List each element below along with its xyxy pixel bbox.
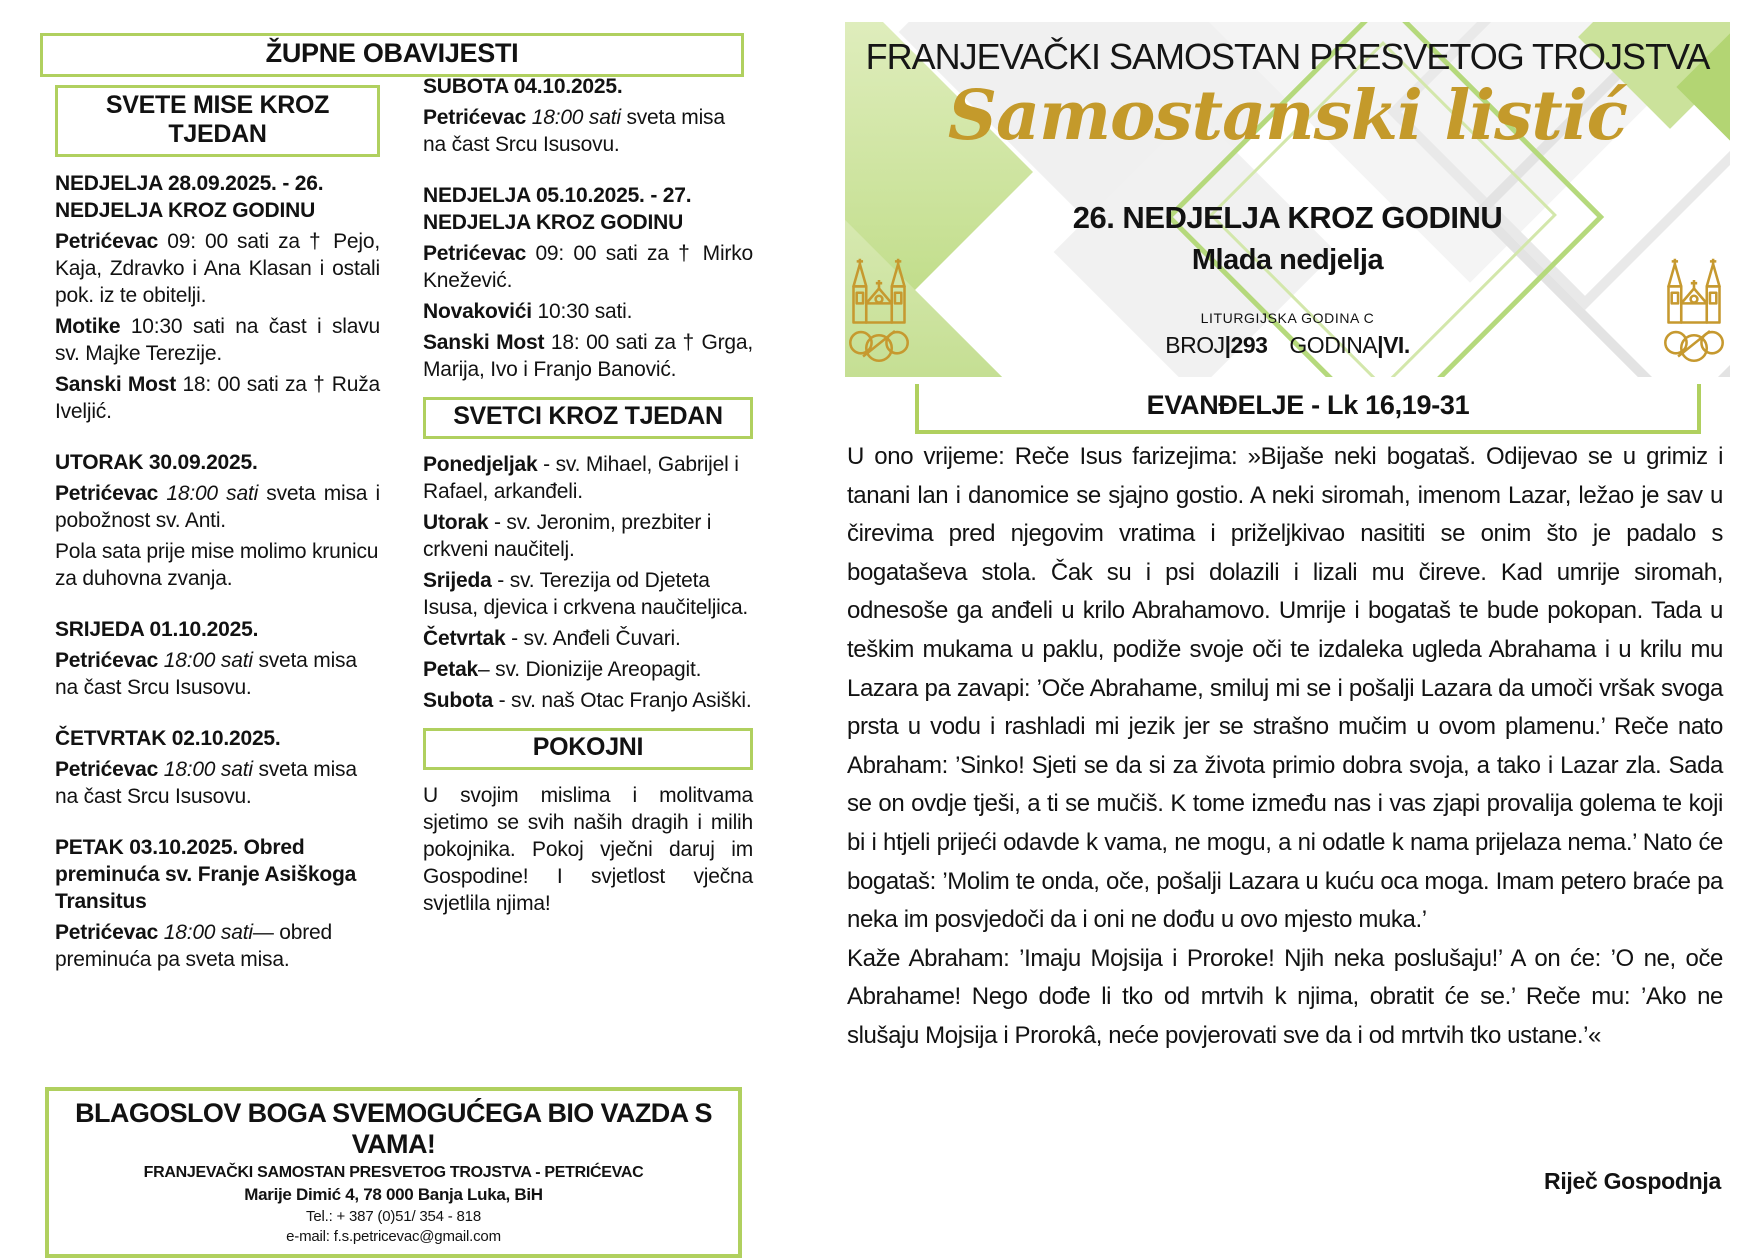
mass-schedule-paragraph — [55, 919, 380, 973]
text-run: Petrićevac — [423, 242, 527, 265]
section-title-pokojni: POKOJNI — [423, 728, 753, 770]
text-run: NEDJELJA 05.10.2025. - 27. NEDJELJA KROZ GODINU — [423, 184, 692, 234]
mass-schedule-paragraph — [55, 538, 380, 592]
text-run: ČETVRTAK 02.10.2025. — [55, 727, 281, 750]
mass-schedule-paragraph — [55, 371, 380, 425]
church-icon — [845, 258, 913, 370]
text-run: SRIJEDA 01.10.2025. — [55, 618, 259, 641]
mass-schedule-paragraph — [423, 329, 753, 383]
text-run: 09: 00 sati za † Pejo, Kaja, Zdravko i Ana Klasan i ostali pok. iz te obitelji. — [55, 230, 380, 307]
text-run: Petrićevac — [55, 758, 159, 781]
text-run: Petrićevac — [55, 649, 159, 672]
text-run: sveta misa na čast Srcu Isusovu. — [423, 106, 725, 156]
gospel-text — [847, 438, 1723, 1056]
text-run: Sanski Most — [55, 373, 177, 396]
saint-day-paragraph — [423, 509, 753, 563]
text-run: sveta misa i pobožnost sv. Anti. — [55, 482, 380, 532]
text-run: 10:30 sati na čast i slavu sv. Majke Terezije. — [55, 315, 380, 365]
gospel-title: EVANĐELJE - Lk 16,19-31 — [1146, 390, 1470, 420]
mass-schedule-paragraph — [55, 449, 380, 476]
text-run: - sv. Jeronim, prezbiter i crkveni naučitelj. — [423, 511, 712, 561]
sunday-title: 26. NEDJELJA KROZ GODINU — [1072, 200, 1503, 235]
sunday-subtitle: Mlada nedjelja — [1191, 244, 1384, 276]
closing-line: Riječ Gospodnja — [1544, 1168, 1721, 1194]
bulletin-masthead: Samostanski listić — [947, 76, 1628, 156]
text-run: 18: 00 sati za † Grga, Marija, Ivo i Franjo Banović. — [423, 331, 753, 381]
issue-broj-label: BROJ — [1165, 332, 1225, 358]
text-run: 18:00 sati — [163, 649, 253, 672]
issue-separator: | — [1377, 332, 1384, 358]
mass-schedule-paragraph — [423, 182, 753, 236]
text-run: Ponedjeljak — [423, 453, 538, 476]
footer-phone: Tel.: + 387 (0)51/ 354 - 818 — [306, 1208, 481, 1225]
church-icon — [1660, 258, 1728, 370]
text-run: PETAK 03.10.2025. Obred preminuća sv. Franje Asiškoga Transitus — [55, 836, 357, 913]
pokojni-paragraph: U svojim mislima i molitvama sjetimo se svih naših dragih i milih pokojnika. Pokoj vječni daruj im Gospodine! I svjetlost vječna svjetlila njima! — [423, 784, 753, 915]
footer-email: e-mail: f.s.petricevac@gmail.com — [286, 1228, 501, 1245]
text-run: - sv. Mihael, Gabrijel i Rafael, arkanđeli. — [423, 453, 739, 503]
text-run: — obred preminuća pa sveta misa. — [55, 921, 332, 971]
text-run: 18: 00 sati za † Ruža Iveljić. — [55, 373, 380, 423]
mass-schedule-paragraph — [423, 73, 753, 100]
issue-separator: | — [1224, 332, 1231, 358]
issue-godina-label: GODINA — [1289, 332, 1378, 358]
mass-schedule-paragraph — [55, 756, 380, 810]
text-run: 18:00 sati — [531, 106, 621, 129]
monastery-title: FRANJEVAČKI SAMOSTAN PRESVETOG TROJSTVA — [865, 36, 1710, 77]
issue-godina-value: VI. — [1383, 332, 1410, 358]
saint-day-paragraph — [423, 451, 753, 505]
text-run: Utorak — [423, 511, 489, 534]
page-right — [845, 22, 1730, 1222]
saint-day-paragraph — [423, 567, 753, 621]
text-run: 18:00 sati — [163, 921, 253, 944]
gospel-title-box — [915, 384, 1701, 434]
column-week-saints — [423, 73, 753, 921]
text-run: – sv. Dionizije Areopagit. — [478, 658, 702, 681]
mass-schedule-paragraph — [423, 298, 753, 325]
text-run: sveta misa na čast Srcu Isusovu. — [55, 649, 357, 699]
saint-day-paragraph — [423, 687, 753, 714]
text-run: - sv. naš Otac Franjo Asiški. — [492, 689, 752, 712]
text-run: Petrićevac — [55, 482, 159, 505]
footer-address: Marije Dimić 4, 78 000 Banja Luka, BiH — [244, 1185, 543, 1204]
mass-schedule-paragraph — [55, 834, 380, 915]
text-run: Novakovići — [423, 300, 532, 323]
mass-schedule-paragraph — [423, 104, 753, 158]
text-run: 09: 00 sati za † Mirko Knežević. — [423, 242, 753, 292]
footer-monastery-name: FRANJEVAČKI SAMOSTAN PRESVETOG TROJSTVA - PETRIĆEVAC — [143, 1164, 644, 1181]
column-mass-schedule — [55, 85, 380, 977]
issue-broj-value: 293 — [1230, 332, 1268, 358]
text-run: Srijeda — [423, 569, 492, 592]
text-run: 18:00 sati — [166, 482, 259, 505]
mass-schedule-list-2 — [423, 73, 753, 383]
section-title-svetci: SVETCI KROZ TJEDAN — [423, 397, 753, 439]
mass-schedule-list — [55, 170, 380, 973]
blessing-line: BLAGOSLOV BOGA SVEMOGUĆEGA BIO VAZDA S VAMA! — [75, 1098, 712, 1159]
mass-schedule-paragraph — [423, 240, 753, 294]
text-run: - sv. Anđeli Čuvari. — [505, 627, 681, 650]
mass-schedule-paragraph — [55, 480, 380, 534]
liturgical-year-line: LITURGIJSKA GODINA C — [1200, 310, 1375, 326]
text-run: - sv. Terezija od Djeteta Isusa, djevica i crkvena naučiteljica. — [423, 569, 749, 619]
text-run: Petrićevac — [55, 230, 159, 253]
text-run: Četvrtak — [423, 627, 506, 650]
text-run: Motike — [55, 315, 121, 338]
section-title-svete-mise: SVETE MISE KROZ TJEDAN — [55, 85, 380, 157]
mass-schedule-paragraph — [55, 170, 380, 224]
text-run: Sanski Most — [423, 331, 545, 354]
saint-day-paragraph — [423, 625, 753, 652]
masthead-art — [845, 22, 1730, 377]
text-run: 18:00 sati — [163, 758, 253, 781]
text-run: sveta misa na čast Srcu Isusovu. — [55, 758, 357, 808]
text-run: 10:30 sati. — [531, 300, 633, 323]
text-run: NEDJELJA 28.09.2025. - 26. NEDJELJA KROZ GODINU — [55, 172, 324, 222]
gospel-paragraph: U ono vrijeme: Reče Isus farizejima: »Bijaše neki bogataš. Odijevao se u grimiz i tanani lan i danomice se sjajno gostio. A neki siromah, imenom Lazar, ležao je sav u čirevima pred njegovim vratima i priželjkivao nasititi se onim što je padalo s bogataševa stola. Čak su i psi dolazili i lizali mu čireve. Kad umrije siromah, odnesoše ga anđeli u krilo Abrahamovo. Umrije i bogataš te bude pokopan. Tada u teškim mukama u paklu, podiže svoje oči te izdaleka ugleda Abrahama i u krilu mu Lazara pa zavapi: ’Oče Abrahame, smiluj mi se i pošalji Lazara da umoči vršak svoga prsta u vodu i rashladi mi jezik jer se strašno mučim u ovom plamenu.’ Reče nato Abraham: ’Sinko! Sjeti se da si za života primio dobra svoja, a tako i Lazar zla. Sada se on ovdje tješi, a ti se mučiš. K tome između nas i vas zjapi provalija golema te koji bi i htjeli prijeći odavde k vama, ne mogu, a ni odatle k nama prijelaza nema.’ Nato će bogataš: ’Molim te onda, oče, pošalji Lazara u kuću oca moga. Imam petero braće pa neka im posvjedoči da i oni ne dođu u ovo mjesto muka.’ — [847, 443, 1723, 934]
text-run: SUBOTA 04.10.2025. — [423, 75, 623, 98]
text-run: UTORAK 30.09.2025. — [55, 451, 258, 474]
mass-schedule-paragraph — [55, 647, 380, 701]
mass-schedule-paragraph — [55, 228, 380, 309]
text-run: Pola sata prije mise molimo krunicu za duhovna zvanja. — [55, 540, 379, 590]
saint-day-paragraph — [423, 656, 753, 683]
mass-schedule-paragraph — [55, 725, 380, 752]
text-run: Petrićevac — [423, 106, 527, 129]
issue-line — [845, 332, 1730, 359]
saints-list — [423, 451, 753, 714]
section-title-zupne-obavijesti: ŽUPNE OBAVIJESTI — [40, 33, 744, 77]
contact-footer — [45, 1087, 742, 1258]
text-run: Subota — [423, 689, 493, 712]
gospel-paragraph: Kaže Abraham: ’Imaju Mojsija i Proroke! Njih neka poslušaju!’ A on će: ’O ne, oče Abrahame! Nego dođe li tko od mrtvih k njima, obratit će se.’ Reče mu: ’Ako ne slušaju Mojsija i Prorokâ, neće povjerovati sve da i od mrtvih tko ustane.’« — [847, 944, 1723, 1049]
text-run: Petak — [423, 658, 479, 681]
mass-schedule-paragraph — [55, 616, 380, 643]
mass-schedule-paragraph — [55, 313, 380, 367]
text-run: Petrićevac — [55, 921, 159, 944]
